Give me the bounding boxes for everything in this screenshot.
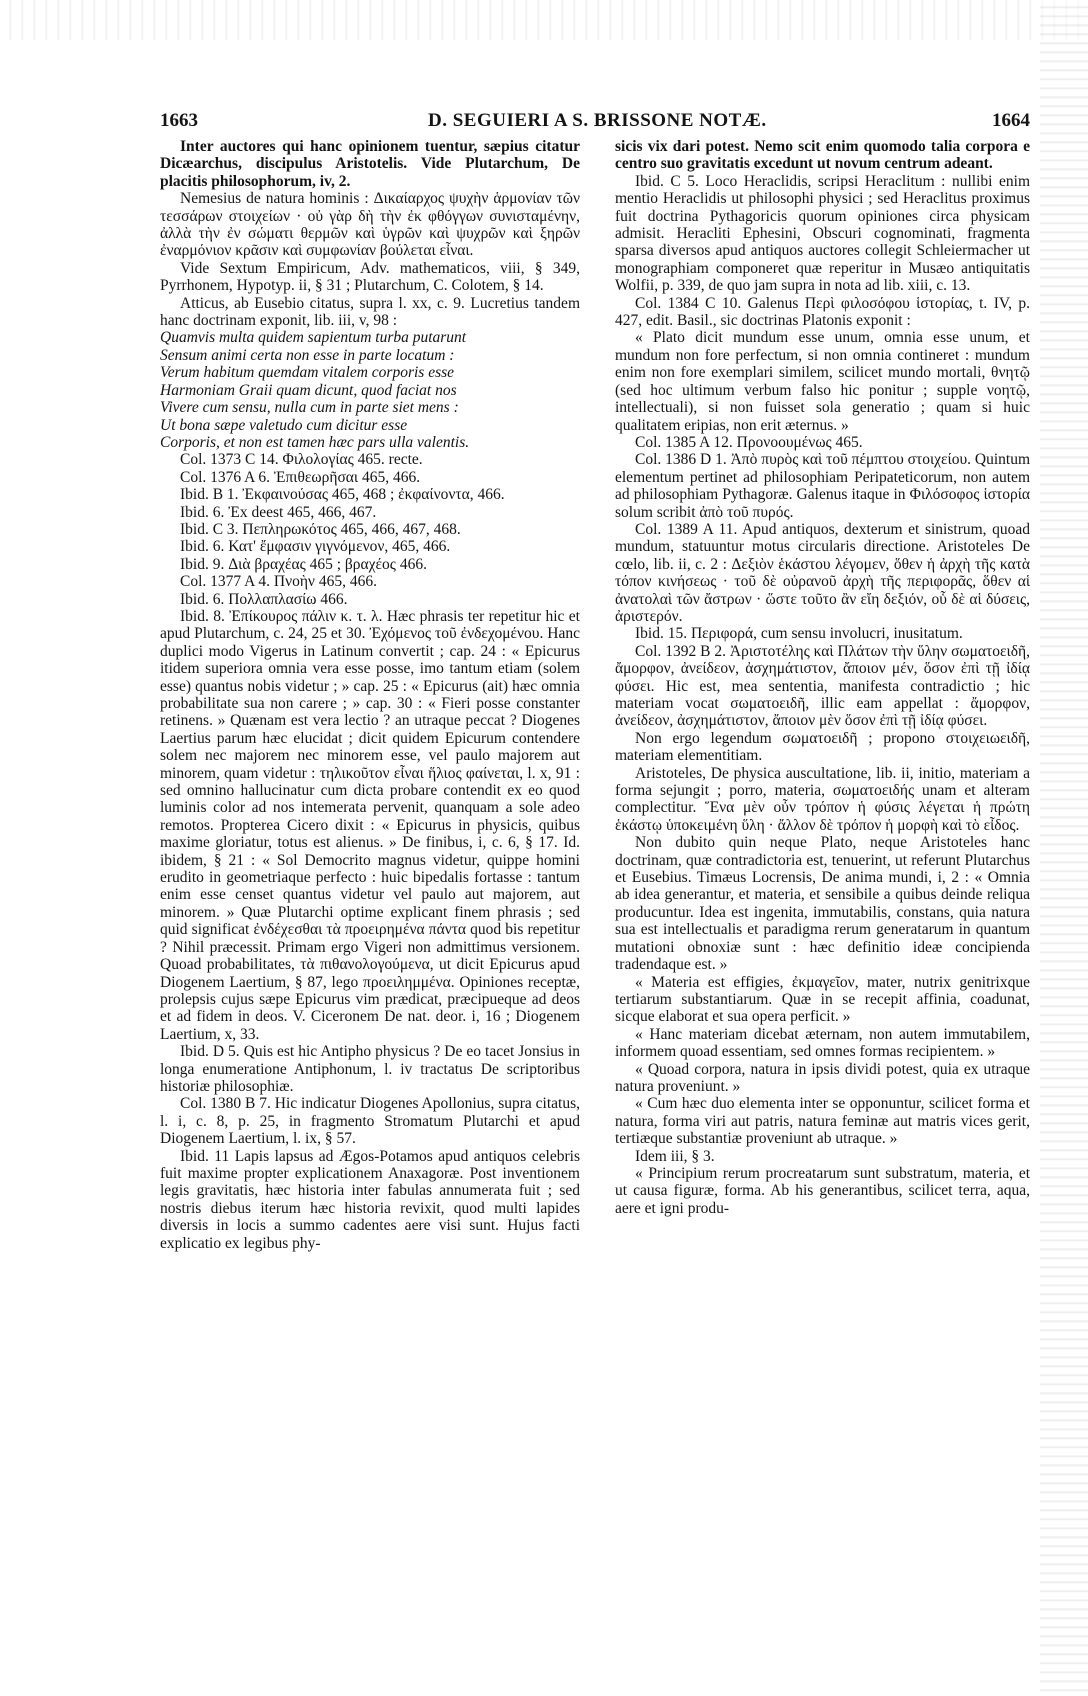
verse-line: Ut bona sæpe valetudo cum dicitur esse	[160, 416, 408, 434]
note-entry: Ibid. D 5. Quis est hic Antipho physicus ? De eo tacet Jonsius in longa enumeratione Antiphonum, l. iv tractatus De scriptoribus historiæ philosophiæ.	[160, 1043, 580, 1095]
note-entry: Ibid. 11 Lapis lapsus ad Ægos-Potamos apud antiquos celebris fuit maxime propter explicationem Anaxagoræ. Post inventionem legis gravitatis, hæc historia inter fabulas annumerata fuit ; sed nostris diebus iterum hæc historia revixit, quod multi lapides diversis in locis a summo cadentes aere visi sunt. Hujus facti explicatio ex legibus phy-	[160, 1147, 580, 1252]
note-entry: Ibid. 6. Ἐx deest 465, 466, 467.	[180, 503, 377, 521]
paragraph: Atticus, ab Eusebio citatus, supra l. xx, c. 9. Lucretius tandem hanc doctrinam exponit, lib. iii, v, 98 :	[160, 294, 580, 330]
note-entry: Col. 1373 C 14. Φιλολογίας 465. recte.	[180, 451, 423, 469]
note-entry: Col. 1392 B 2. Ἀριστοτέλης καὶ Πλάτων τὴν ὕλην σωματοειδῆ, ἄμορφον, ἀνείδεον, ἀσχημάτιστον, ἄποιον μέν, ὅσον ἐπὶ τῇ ἰδίᾳ φύσει. Hic est, mea sententia, manifesta contradictio ; hic materiam vocat σωματοειδῆ, illic eam appellat : ἄμορφον, ἀνείδεον, ἀσχημάτιστον, ἄποιον μὲν ὅσον ἐπὶ τῇ ἰδίᾳ φύσει.	[615, 642, 1030, 730]
note-entry: Ibid. C 3. Πεπληρωκότος 465, 466, 467, 468.	[180, 520, 461, 538]
note-entry: Col. 1384 C 10. Galenus Περὶ φιλοσόφου ἱστορίας, t. IV, p. 427, edit. Basil., sic doctrinas Platonis exponit :	[615, 294, 1030, 330]
quotation: « Hanc materiam dicebat æternam, non autem immutabilem, informem quoad essentiam, sed omnes formas recipientem. »	[615, 1025, 1030, 1061]
verse-line: Sensum animi certa non esse in parte locatum :	[160, 346, 455, 364]
note-entry: Ibid. 6. Πολλαπλασίω 466.	[180, 590, 348, 608]
paragraph: Aristoteles, De physica auscultatione, lib. ii, initio, materiam a forma sejungit ; porro, materia, σωματοειδής unam et alteram complectitur. Ἕνα μὲν οὖν τρόπον ἡ φύσις λέγεται ἡ πρώτη ἑκάστῳ ὑποκειμένη ὕλη · ἄλλον δὲ τρόπον ἡ μορφὴ καὶ τὸ εἶδος.	[615, 764, 1030, 834]
scan-artifact-edge	[1040, 0, 1088, 1696]
verse-line: Verum habitum quemdam vitalem corporis esse	[160, 364, 455, 382]
paragraph: sicis vix dari potest. Nemo scit enim quomodo talia corpora e centro suo gravitatis excedunt ut novum centrum adeant.	[615, 138, 1030, 173]
quotation: « Materia est effigies, ἐκμαγεῖον, mater, nutrix genitrixque tertiarum substantiarum. Quæ in se recepit affinia, coadunat, sicque elaborat et sua opera perficit. »	[615, 973, 1030, 1026]
quotation: « Cum hæc duo elementa inter se opponuntur, scilicet forma et natura, forma viri aut patris, natura feminæ aut matris vices gerit, tertiæque substantiæ proveniunt ab utraque. »	[615, 1095, 1030, 1148]
verse-line: Harmoniam Graii quam dicunt, quod faciat nos	[160, 381, 457, 399]
right-column	[615, 138, 1030, 1668]
page-number-left: 1663	[160, 110, 198, 131]
page-header	[160, 110, 1030, 140]
note-entry: Col. 1385 A 12. Προνοουμένως 465.	[635, 433, 863, 451]
citation: Idem iii, § 3.	[635, 1147, 715, 1165]
note-entry: Ibid. 15. Περιφορά, cum sensu involucri, inusitatum.	[635, 625, 963, 643]
note-entry: Col. 1389 A 11. Apud antiquos, dexterum et sinistrum, quoad mundum, statuuntur motus circularis directione. Aristoteles De cœlo, lib. ii, c. 2 : Δεξιὸν ἑκάστου λέγομεν, ὅθεν ἡ ἀρχὴ τῆς κατὰ τόπον κινήσεως · τοῦ δὲ οὐρανοῦ ἀρχὴ τῆς περιφορᾶς, ὅθεν αἱ ἀνατολαὶ τῶν ἄστρων · ὥστε τοῦτο ἂν εἴη δεξιόν, οὗ δὲ αἱ δύσεις, ἀριστερόν.	[615, 520, 1030, 625]
paragraph: Inter auctores qui hanc opinionem tuentur, sæpius citatur Dicæarchus, discipulus Aristotelis. Vide Plutarchum, De placitis philosophorum, iv, 2.	[160, 138, 580, 190]
paragraph: Non dubito quin neque Plato, neque Aristoteles hanc doctrinam, quæ contradictoria est, tenuerint, ut referunt Plutarchus et Eusebius. Timæus Locrensis, De anima mundi, i, 2 : « Omnia ab idea generantur, et materia, et sensibile a quibus deinde reliqua producuntur. Idea est ingenita, immutabilis, constans, quia natura sua est intellectualis et paradigma rerum generatarum in quantum mutationi obnoxiæ sunt : hæc definitio ideæ concipienda tradendaque est. »	[615, 834, 1030, 974]
note-entry: Col. 1380 B 7. Hic indicatur Diogenes Apollonius, supra citatus, l. i, c. 8, p. 25, in fragmento Stromatum Plutarchi et apud Diogenem Laertium, l. ix, § 57.	[160, 1095, 580, 1148]
verse-line: Vivere cum sensu, nulla cum in parte siet mens :	[160, 399, 459, 417]
note-entry: Col. 1377 A 4. Πνοὴν 465, 466.	[180, 573, 377, 591]
note-entry: Ibid. 8. Ἐπίκουρος πάλιν κ. τ. λ. Hæc phrasis ter repetitur hic et apud Plutarchum, c. 24, 25 et 30. Ἐχόμενος τοῦ ἐνδεχομένου. Hanc duplici modo Vigerus in Latinum convertit ; cap. 24 : « Epicurus itidem superiora omnia vera esse posse, imo tantum etiam (solem esse) quantus nobis videtur ; » cap. 25 : « Epicurus (ait) hæc omnia probabilitate sua non carere ; » cap. 30 : « Fieri posse constanter retinens. » Quænam est vera lectio ? an utraque peccat ? Diogenes Laertius parum hæc elucidat ; dicit quidem Epicurum contendere solem nec majorem nec minorem esse, vel paulo majorem aut minorem, quam videtur : τηλικοῦτον εἶναι ἥλιος φαίνεται, l. x, 91 : sed omnino hallucinatur cum dicta probare contendit ex eo quod luminis color ad nos intemerata pervenit, quanquam a sole adeo remotos. Propterea Cicero dixit : « Epicurus in physicis, quibus maxime gloriatur, totus est alienus. » De finibus, i, c. 6, § 17. Id. ibidem, § 21 : « Sol Democrito magnus videtur, quippe homini erudito in geometriaque perfecto : huic bipedalis fortasse : tantum enim esse censet quantus videtur vel paulo aut majorem, aut minorem. » Quæ Plutarchi optime explicant finem phrasis ; sed quid significat ἐνδέχεσθαι τὰ προειρημένα πάντα quod bis repetitur ? Nihil præcessit. Primam ergo Vigeri non admittimus versionem. Quoad probabilitates, τὰ πιθανολογούμενα, ut dicit Epicurus apud Diogenem Laertium, § 87, lego προειλημμένα. Opiniones receptæ, prolepsis cujus sæpe Epicurus vim prædicat, præcipueque ad deos et ad fidem in deos. V. Ciceronem De nat. deor. i, 16 ; Diogenem Laertium, x, 33.	[160, 607, 580, 1043]
note-entry: Ibid. B 1. Ἐκφαινούσας 465, 468 ; ἐκφαίνοντα, 466.	[180, 486, 505, 504]
page-number-right: 1664	[992, 110, 1030, 131]
quotation: « Quoad corpora, natura in ipsis dividi potest, quia ex utraque natura proveniunt. »	[615, 1060, 1030, 1095]
left-column	[160, 138, 580, 1668]
paragraph: Vide Sextum Empiricum, Adv. mathematicos, viii, § 349, Pyrrhonem, Hypotyp. ii, § 31 ; Plutarchum, C. Colotem, § 14.	[160, 259, 580, 295]
paragraph: Non ergo legendum σωματοειδῆ ; propono στοιχειωειδῆ, materiam elementitiam.	[615, 729, 1030, 765]
note-entry: Col. 1376 A 6. Ἐπιθεωρῆσαι 465, 466.	[180, 468, 421, 486]
verse-line: Quamvis multa quidem sapientum turba putarunt	[160, 329, 467, 347]
note-entry: Ibid. C 5. Loco Heraclidis, scripsi Heraclitum : nullibi enim mentio Heraclidis ut philosophi physici ; sed Heraclitus proximus fuit doctrina Pythagoricis quorum opiniones circa physicam admisit. Heracliti Ephesini, Obscuri cognominati, fragmenta sparsa diversos apud antiquos auctores collegit Schleiermacher ut monographiam componeret quæ reperitur in Musæo antiquitatis Wolfii, p. 339, de quo jam supra in nota ad lib. xiii, c. 13.	[615, 172, 1030, 295]
note-entry: Ibid. 6. Κατ' ἔμφασιν γιγνόμενον, 465, 466.	[180, 538, 451, 556]
note-entry: Ibid. 9. Διὰ βραχέας 465 ; βραχέος 466.	[180, 555, 427, 573]
scan-artifact-top	[0, 0, 1088, 40]
running-head: D. SEGUIERI A S. BRISSONE NOTÆ.	[428, 110, 767, 131]
verse-line: Corporis, et non est tamen hæc pars ulla valentis.	[160, 433, 470, 451]
quotation: « Plato dicit mundum esse unum, omnia esse unum, et mundum non fore perfectum, si non omnia contineret : mundum enim non fore exemplari similem, scilicet mundo mortali, θνητῷ (sed hoc ultimum verbum falso hic ponitur ; supple νοητῷ, intellectuali), si non fuisset sola generatio ; quam si huic qualitatem eripias, non erit æternus. »	[615, 329, 1030, 434]
quotation: « Principium rerum procreatarum sunt substratum, materia, et ut causa figuræ, forma. Ab his generantibus, scilicet terra, aqua, aere et igni produ-	[615, 1164, 1030, 1217]
note-entry: Col. 1386 D 1. Ἀπὸ πυρὸς καὶ τοῦ πέμπτου στοιχείου. Quintum elementum pertinet ad philosophiam Peripateticorum, non autem ad philosophiam Pythagoræ. Galenus itaque in Φιλόσοφος ἱστορία solum scribit ἀπὸ τοῦ πυρός.	[615, 451, 1030, 521]
paragraph: Nemesius de natura hominis : Δικαίαρχος ψυχὴν ἁρμονίαν τῶν τεσσάρων στοιχείων · οὐ γὰρ δὴ τὴν ἐκ φθόγγων συνισταμένην, ἀλλὰ τὴν ἐν σώματι θερμῶν καὶ ὑγρῶν καὶ ψυχρῶν καὶ ξηρῶν ἐναρμόνιον κρᾶσιν καὶ συμφωνίαν βούλεται εἶναι.	[160, 190, 580, 260]
